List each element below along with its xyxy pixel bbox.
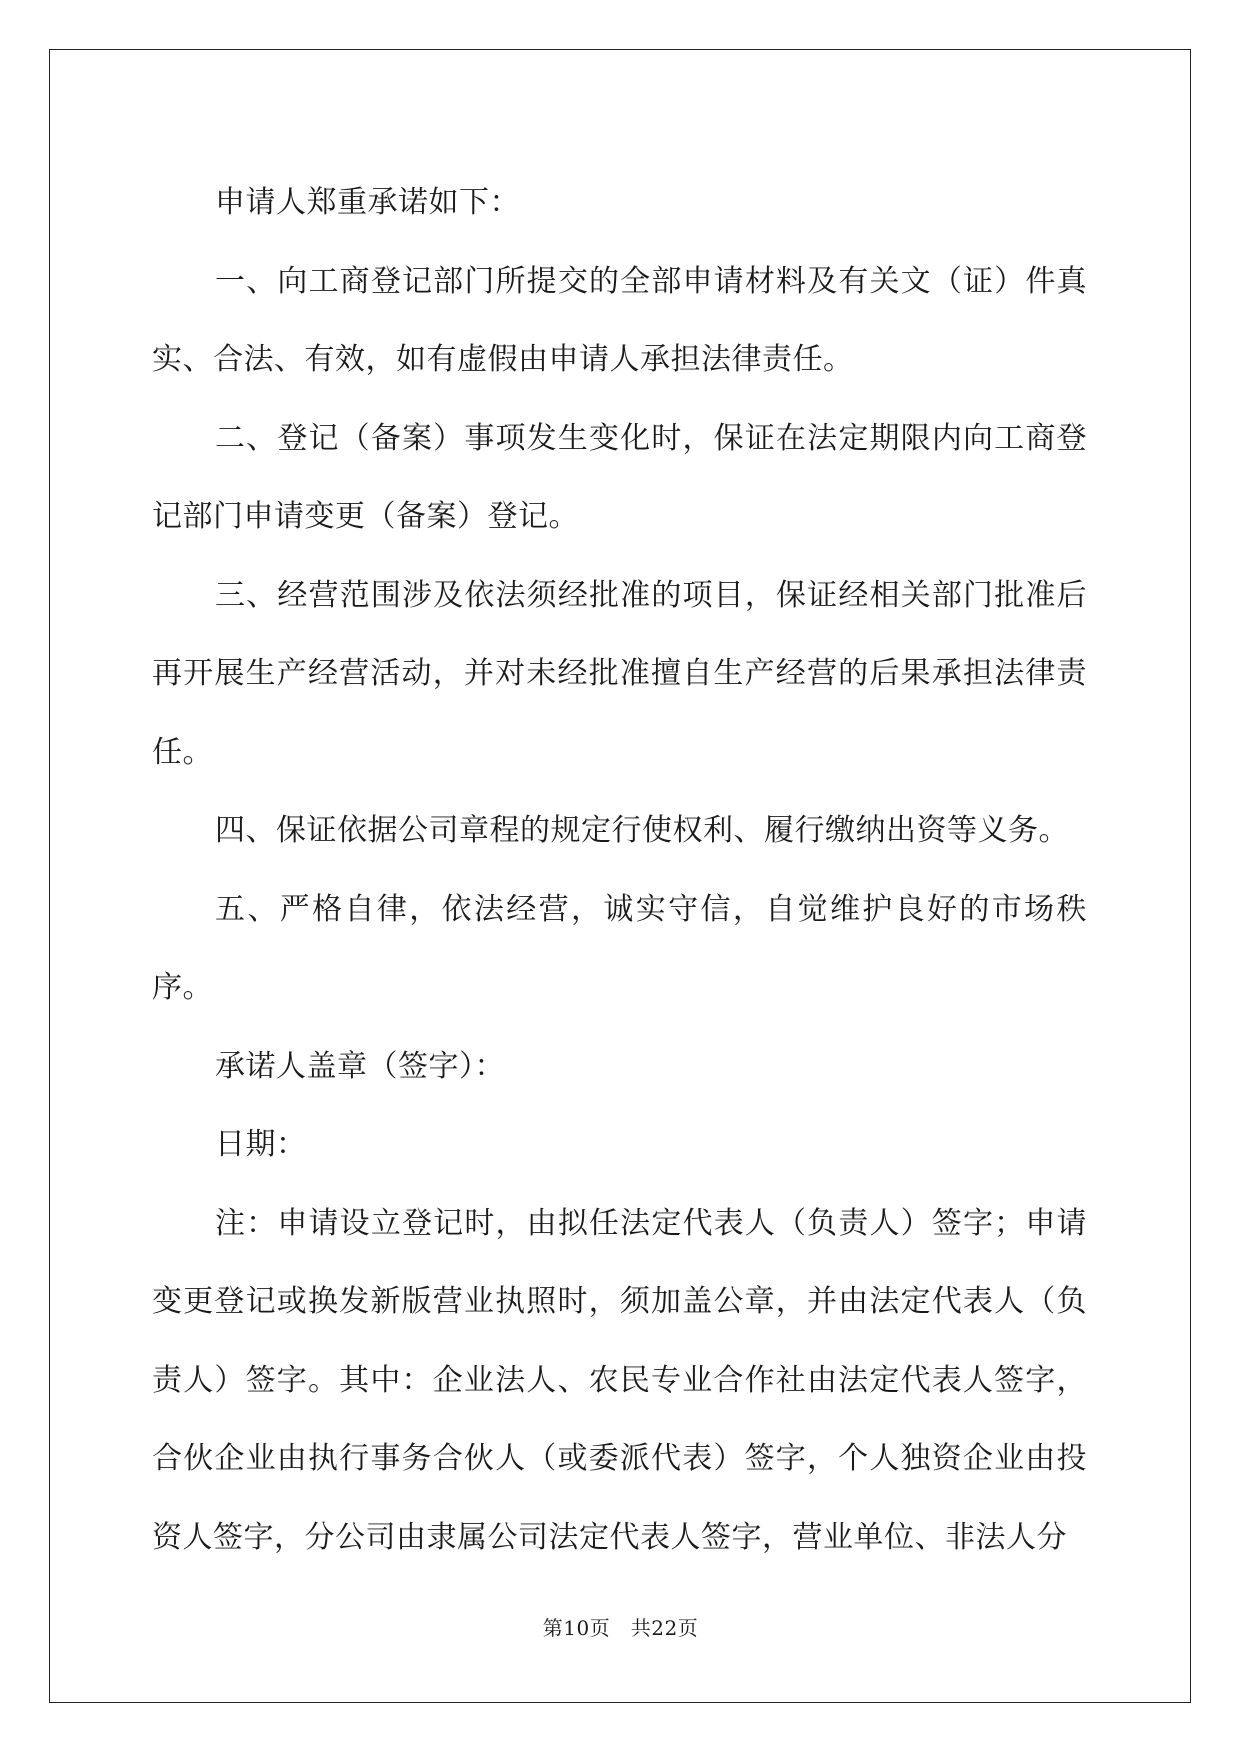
paragraph-item-4: 四、保证依据公司章程的规定行使权利、履行缴纳出资等义务。 (215, 813, 1069, 848)
paragraph-intro: 申请人郑重承诺如下： (215, 185, 520, 220)
paragraph-item-3: 三、经营范围涉及依法须经批准的项目，保证经相关部门批准后再开展生产经营活动，并对未经批准擅自生产经营的后果承担法律责任。 (152, 577, 1087, 770)
paragraph-item-1: 一、向工商登记部门所提交的全部申请材料及有关文（证）件真实、合法、有效，如有虚假由申请人承担法律责任。 (152, 263, 1087, 377)
document-body (152, 164, 1087, 1577)
date-line: 日期： (215, 1127, 307, 1162)
paragraph-item-2: 二、登记（备案）事项发生变化时，保证在法定期限内向工商登记部门申请变更（备案）登记。 (152, 420, 1087, 534)
signature-line: 承诺人盖章（签字）： (215, 1048, 505, 1084)
paragraph-item-5: 五、严格自律，依法经营，诚实守信，自觉维护良好的市场秩序。 (152, 891, 1087, 1005)
note-paragraph: 注：申请设立登记时，由拟任法定代表人（负责人）签字；申请变更登记或换发新版营业执照时，须加盖公章，并由法定代表人（负责人）签字。其中：企业法人、农民专业合作社由法定代表人签字，合伙企业由执行事务合伙人（或委派代表）签字，个人独资企业由投资人签字，分公司由隶属公司法定代表人签字，营业单位、非法人分 (152, 1205, 1087, 1555)
page-number: 第10页 共22页 (542, 1616, 699, 1640)
